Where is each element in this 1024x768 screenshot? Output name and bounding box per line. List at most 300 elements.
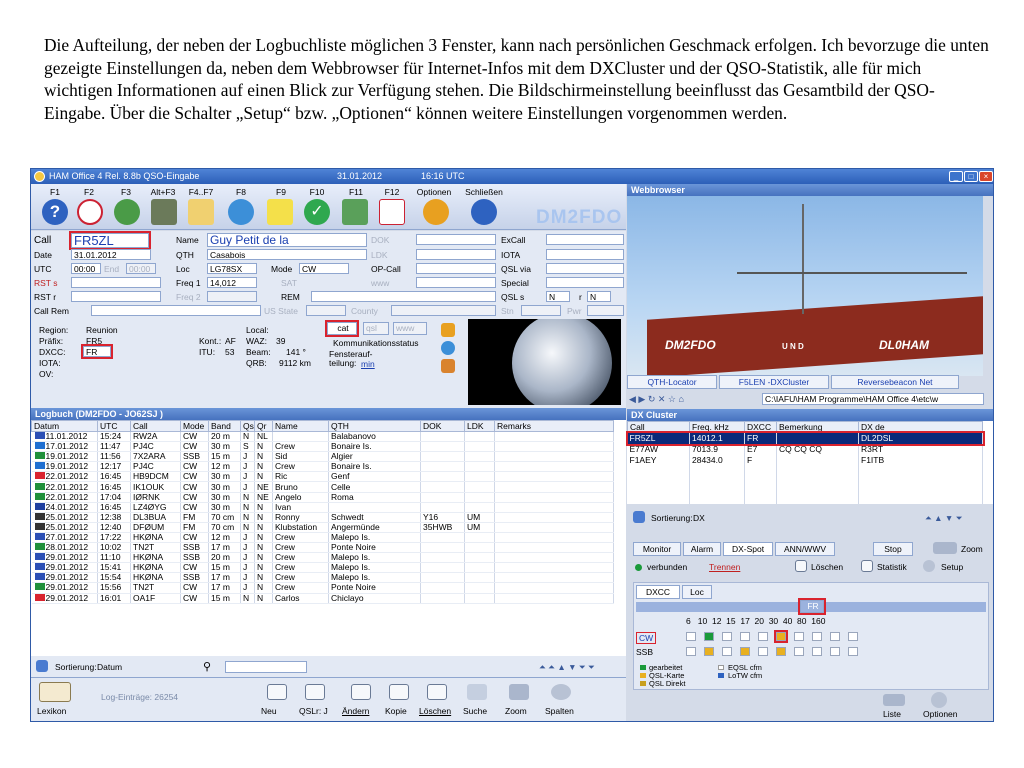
cw-row-label: CW [636,632,656,644]
cell-m: SSB [181,543,209,553]
country-flag-icon [35,493,45,500]
county-label: County [351,306,378,316]
cw-30m-cell [794,632,804,641]
ssb-row-label: SSB [636,647,654,657]
dx-sort-toggle-icon[interactable] [633,511,645,523]
end-input[interactable]: 00:00 [126,263,156,274]
table-row[interactable] [32,492,614,502]
cell-b: 20 m [209,553,241,563]
logbook-col-header[interactable]: Mode [181,421,209,432]
tab-loc[interactable]: Loc [682,585,712,599]
cell-u: 11:47 [98,442,131,452]
dxcc-value: FR [83,346,111,357]
tab-alarm[interactable]: Alarm [683,542,721,556]
qsl-button[interactable]: qsl [363,322,389,335]
delete-icon[interactable] [427,684,447,700]
dx-cell-c: FR5ZL [628,433,690,444]
dx-sort-label: Sortierung: [651,513,693,523]
opcall-label: OP-Call [371,264,401,274]
tab-ann-wwv[interactable]: ANN/WWV [775,542,835,556]
cell-q: Schwedt [329,512,421,522]
dx-empty-cell [628,477,690,488]
local-label: Local: [246,325,269,335]
search-tool-icon[interactable] [467,684,487,700]
overlay-und: U N D [782,342,804,351]
cw-6m-cell [686,632,696,641]
setup-icon[interactable] [923,560,935,572]
key-f10: F10 [309,187,325,197]
cell-n: Crew [273,442,329,452]
qsls-select[interactable]: N [546,291,570,302]
lexikon-label[interactable]: Lexikon [37,706,67,716]
logbook-col-header[interactable]: Qr [255,421,273,432]
cell-m: FM [181,512,209,522]
dx-sort-value[interactable]: DX [693,513,705,523]
check-icon[interactable]: ✓ [304,199,330,225]
copy-icon[interactable] [389,684,409,700]
table-row[interactable] [32,543,614,553]
country-flag-icon [35,563,45,570]
nav-arrows-icon[interactable]: ⏶ ⏶ ▲ ▼ ⏷ ⏷ [539,662,595,672]
callrem-input[interactable] [91,305,261,316]
table-row[interactable] [32,442,614,452]
cell-ldk [465,442,495,452]
cell-c: PJ4C [131,442,181,452]
disconnect-link[interactable]: Trennen [709,562,741,572]
cell-remarks [495,492,614,502]
country-flag-icon [35,442,45,449]
table-row[interactable] [32,502,614,512]
dxcluster-title: DX Cluster [627,409,994,421]
cell-q: Balabanovo [329,432,421,442]
dx-spot-row[interactable] [628,455,983,466]
call-input[interactable]: FR5ZL [71,233,149,248]
key-f1: F1 [50,187,60,197]
cell-ldk [465,532,495,542]
cell-u: 12:40 [98,522,131,532]
cell-qr: N [255,532,273,542]
cell-qs: J [241,583,255,593]
qsl-label-icon[interactable] [267,199,293,225]
special-input[interactable] [546,277,624,288]
setup-button[interactable]: Setup [941,562,964,572]
edit-button[interactable]: Ändern [342,706,370,716]
cell-b: 12 m [209,532,241,542]
dx-spot-row[interactable] [628,433,983,444]
stn-label: Stn [501,306,514,316]
itu-label: ITU: [199,347,216,357]
rsts-input[interactable] [71,277,161,288]
dx-empty-cell [628,488,690,499]
country-flag-icon [35,432,45,439]
qth-input[interactable]: Casabois [207,249,367,260]
logbook-panel [31,408,626,722]
world-map-image [468,319,621,405]
utc-input[interactable]: 00:00 [71,263,101,274]
cd-icon[interactable] [228,199,254,225]
usstate-input[interactable] [306,305,346,316]
dx-delete-button[interactable]: Löschen [811,562,844,572]
dx-empty-row [628,477,983,488]
tab-qth-locator[interactable]: QTH-Locator [627,375,717,389]
fenster-label: Fensterauf-teilung: [329,349,373,368]
dx-empty-row [628,488,983,499]
table-row[interactable] [32,532,614,542]
qslr-icon[interactable] [305,684,325,700]
cell-n: Crew [273,583,329,593]
lexikon-icon[interactable] [39,682,71,702]
min-link[interactable]: min [361,359,375,369]
cell-n: Carlos [273,593,329,603]
help-icon[interactable]: ? [42,199,68,225]
loc-label: Loc [176,264,190,274]
www-input[interactable] [416,277,496,288]
cell-qr: N [255,563,273,573]
logbook-search-input[interactable] [225,661,307,673]
exit-icon[interactable] [471,199,497,225]
dxcluster-controls [627,504,994,722]
cell-ldk [465,543,495,553]
cell-date: 25.01.2012 [45,522,89,532]
logbook-col-header[interactable]: Remarks [495,421,614,432]
cell-qs: J [241,573,255,583]
cell-q [329,502,421,512]
table-row[interactable] [32,472,614,482]
columns-icon[interactable] [551,684,571,700]
cell-m: CW [181,442,209,452]
cell-date: 19.01.2012 [45,461,89,472]
options-gear-icon[interactable] [931,692,947,708]
flag-icon[interactable] [441,323,455,337]
legend-qsl-card: QSL-Karte [649,671,685,680]
globe-small-icon[interactable] [441,341,455,355]
cell-ldk [465,432,495,442]
cell-n: Crew [273,543,329,553]
table-row[interactable] [32,553,614,563]
edit-icon[interactable] [351,684,371,700]
country-flag-icon [35,503,45,510]
country-flag-icon [35,513,45,520]
calendar-icon[interactable] [379,199,405,225]
stn-input[interactable] [521,305,561,316]
cell-qs: N [241,593,255,603]
zoom-icon[interactable] [509,684,529,700]
dx-col-header[interactable]: Call [628,422,690,433]
waz-value: 39 [276,336,286,346]
dx-col-header[interactable]: Bemerkung [777,422,859,433]
country-flag-icon [35,573,45,580]
maximize-button[interactable]: □ [964,171,978,182]
cell-ldk [465,452,495,462]
tab-monitor[interactable]: Monitor [633,542,681,556]
connected-label: verbunden [647,562,688,572]
tab-dx-spot[interactable]: DX-Spot [723,542,773,556]
close-button[interactable]: × [979,171,993,182]
cell-q: Bonaire Is. [329,462,421,472]
search-button[interactable]: Suche [463,706,488,716]
caption-text: Die Aufteilung, der neben der Logbuchliste möglichen 3 Fenster, kann nach persönlichen Geschmack erfolgen. Ich bevorzuge die unten gezeigte Einstellungen da, neben dem Webbrowser für Internet-Infos mit dem DXCluster und der QSO-Statistik, alle für mich wichtigen Informationen auf einen Blick zur Verfügung stehen. Die Bildschirmeinstellung beeinflusst das Gesamtbild der QSO-Eingabe. Über die Schalter „Setup“ bzw. „Optionen“ können weitere Einstellungen vorgenommen werden. [44,35,989,123]
tab-dxcluster[interactable]: F5LEN -DXCluster [719,375,829,389]
table-row[interactable] [32,522,614,532]
ssb-17m-cell [758,647,768,656]
rem-input[interactable] [311,291,496,302]
dxcc-label: DXCC: [39,347,66,357]
cell-remarks [495,452,614,462]
cell-c: HKØNA [131,563,181,573]
country-flag-icon [35,533,45,540]
cell-q: Angermünde [329,522,421,532]
band-labels: 6 10 12 15 17 20 30 40 80 160 [686,616,826,626]
dx-col-header[interactable]: DX de [859,422,983,433]
search-icon[interactable]: ⚲ [203,661,212,673]
cw-20m-cell [776,632,786,641]
copy-button[interactable]: Kopie [385,706,407,716]
zoom-button[interactable]: Zoom [505,706,527,716]
dx-col-header[interactable]: DXCC [745,422,777,433]
cell-u: 17:04 [98,492,131,502]
sort-toggle-icon[interactable] [36,660,48,672]
table-row[interactable] [32,583,614,593]
table-row[interactable] [32,563,614,573]
book-icon[interactable] [188,199,214,225]
dx-empty-cell [745,477,777,488]
www-button[interactable]: www [393,322,427,335]
statistics-area [633,582,989,690]
table-row[interactable] [32,482,614,492]
cell-n: Ronny [273,512,329,522]
cell-u: 15:24 [98,432,131,442]
station-callsign: DM2FDO [536,207,623,228]
waz-label: WAZ: [246,336,267,346]
connected-status-icon [635,564,642,571]
freq2-input[interactable] [207,291,257,302]
kont-label: Kont.: [199,336,222,346]
cell-qs: J [241,543,255,553]
excall-label: ExCall [501,235,526,245]
cell-b: 15 m [209,563,241,573]
cell-qr: NL [255,432,273,442]
key-f11: F11 [348,187,364,197]
cell-qr: N [255,573,273,583]
options-button[interactable]: Optionen [923,709,958,719]
county-input[interactable] [391,305,496,316]
dx-empty-cell [859,488,983,499]
pwr-input[interactable] [587,305,624,316]
browser-nav-icons[interactable]: ◀ ▶ ↻ ✕ ☆ ⌂ [629,394,684,404]
logbook-col-header[interactable]: QTH [329,421,421,432]
table-row[interactable] [32,593,614,603]
logbook-col-header[interactable]: DOK [421,421,465,432]
cell-u: 15:54 [98,573,131,583]
freq2-label: Freq 2 [176,292,201,302]
qslr-select[interactable]: N [587,291,611,302]
options-icon[interactable] [423,199,449,225]
list-button[interactable]: Liste [883,709,901,719]
logbook-col-header[interactable]: LDK [465,421,495,432]
cell-q: Malepo Is. [329,573,421,583]
cell-remarks [495,522,614,532]
globe-icon[interactable] [114,199,140,225]
excall-input[interactable] [546,234,624,245]
logbook-col-header[interactable]: UTC [98,421,131,432]
www-label: www [371,278,390,288]
country-flag-icon [35,543,45,550]
cell-ldk: UM [465,512,495,522]
cell-q: Ponte Noire [329,583,421,593]
rsts-label: RST s [34,278,58,288]
dx-cell-d: DL2DSL [859,433,983,444]
logbook-col-header[interactable]: Band [209,421,241,432]
cell-c: HKØNA [131,532,181,542]
table-row[interactable] [32,462,614,472]
roof-image [647,296,983,377]
delete-button[interactable]: Löschen [419,706,452,716]
overlay-dm2fdo: DM2FDO [665,338,716,352]
country-flag-icon [35,553,45,560]
cell-q: Genf [329,472,421,482]
key-f4f7: F4..F7 [188,187,214,197]
cat-button[interactable]: cat [327,322,357,335]
dx-delete-icon[interactable] [795,560,807,572]
cell-date: 24.01.2012 [45,502,89,512]
dx-nav-arrows-icon[interactable]: ⏶ ▲ ▼ ⏷ [925,513,963,523]
browser-address-bar[interactable]: C:\IAFU\HAM Programme\HAM Office 4\etc\w [762,393,984,405]
columns-button[interactable]: Spalten [545,706,574,716]
ldk-input[interactable] [416,249,496,260]
dx-spot-row[interactable] [628,444,983,455]
cell-u: 16:45 [98,472,131,482]
cell-date: 29.01.2012 [45,552,89,563]
tab-reversebeacon[interactable]: Reversebeacon Net [831,375,959,389]
cell-qs: J [241,553,255,563]
cell-c: DL3BUA [131,512,181,522]
cell-c: HKØNA [131,573,181,583]
cell-n: Ric [273,472,329,482]
dx-zoom-button[interactable]: Zoom [961,544,983,554]
dx-icon[interactable] [441,359,455,373]
dx-empty-cell [859,477,983,488]
table-row[interactable] [32,452,614,462]
key-altf3: Alt+F3 [150,187,176,197]
mode-label: Mode [271,264,293,274]
ssb-40m-cell [812,647,822,656]
webbrowser-panel [627,184,994,406]
cell-qs: N [241,502,255,512]
cell-u: 12:17 [98,462,131,472]
dx-empty-cell [690,466,745,477]
cell-q: Bonaire Is. [329,442,421,452]
tab-dxcc[interactable]: DXCC [636,585,680,599]
mode-select[interactable]: CW [299,263,349,274]
freq1-input[interactable]: 14,012 [207,277,257,288]
iota-input[interactable] [546,249,624,260]
new-icon[interactable] [267,684,287,700]
cell-remarks [495,512,614,522]
cell-u: 16:45 [98,502,131,512]
table-row[interactable] [32,573,614,583]
dx-col-header[interactable]: Freq. kHz [690,422,745,433]
rstr-input[interactable] [71,291,161,302]
dx-statistics-icon[interactable] [861,560,873,572]
cell-ldk [465,593,495,603]
list-icon[interactable] [883,694,905,706]
opcall-input[interactable] [416,263,496,274]
ldk-label: LDK [371,250,388,260]
cell-n: Crew [273,553,329,563]
dok-input[interactable] [416,234,496,245]
stop-button[interactable]: Stop [873,542,913,556]
statistics-icon[interactable] [342,199,368,225]
cell-n: Sid [273,452,329,462]
cell-qs: N [241,512,255,522]
cell-c: RW2A [131,432,181,442]
logbook-col-header[interactable]: Call [131,421,181,432]
cell-remarks [495,482,614,492]
qslvia-input[interactable] [546,263,624,274]
cell-q: Malepo Is. [329,553,421,563]
name-label: Name [176,235,199,245]
logbook-col-header[interactable]: Qs [241,421,255,432]
clock-icon[interactable] [77,199,103,225]
qslr-button[interactable]: QSLr: J [299,706,328,716]
dxcc-highlight: FR [800,600,824,613]
key-f9: F9 [276,187,286,197]
loc-input[interactable]: LG78SX [207,263,257,274]
cell-date: 19.01.2012 [45,451,89,462]
cell-qr: N [255,502,273,512]
cell-n: Bruno [273,482,329,492]
cell-b: 17 m [209,573,241,583]
qth-label: QTH [176,250,194,260]
cell-qr: N [255,512,273,522]
cell-dok: 35HWB [421,522,465,532]
cell-ldk [465,472,495,482]
iota-label: IOTA [501,250,521,260]
satellite-icon[interactable] [151,199,177,225]
table-row[interactable] [32,512,614,522]
name-input[interactable]: Guy Petit de la [207,233,367,247]
cell-dok [421,532,465,542]
date-input[interactable]: 31.01.2012 [71,249,151,260]
cell-q: Ponte Noire [329,543,421,553]
cell-c: TN2T [131,583,181,593]
dx-statistics-button[interactable]: Statistik [877,562,907,572]
function-toolbar [31,184,626,230]
cell-q: Malepo Is. [329,532,421,542]
cell-u: 17:22 [98,532,131,542]
title-bar [31,169,994,184]
cell-dok [421,482,465,492]
cell-n: Crew [273,532,329,542]
table-row[interactable] [32,432,614,442]
ssb-30m-cell [794,647,804,656]
cell-b: 70 cm [209,512,241,522]
logbook-col-header[interactable]: Name [273,421,329,432]
dx-zoom-icon[interactable] [933,542,957,554]
cell-date: 17.01.2012 [45,441,89,452]
sort-value[interactable]: Datum [97,662,123,672]
minimize-button[interactable]: _ [949,171,963,182]
cell-qs: N [241,522,255,532]
cell-dok [421,492,465,502]
cell-u: 11:56 [98,452,131,462]
new-button[interactable]: Neu [261,706,277,716]
cell-dok [421,502,465,512]
prefix-value: FR5 [86,336,103,346]
call-label: Call [34,235,52,246]
logbook-col-header[interactable]: Datum [32,421,98,432]
key-f2: F2 [84,187,94,197]
